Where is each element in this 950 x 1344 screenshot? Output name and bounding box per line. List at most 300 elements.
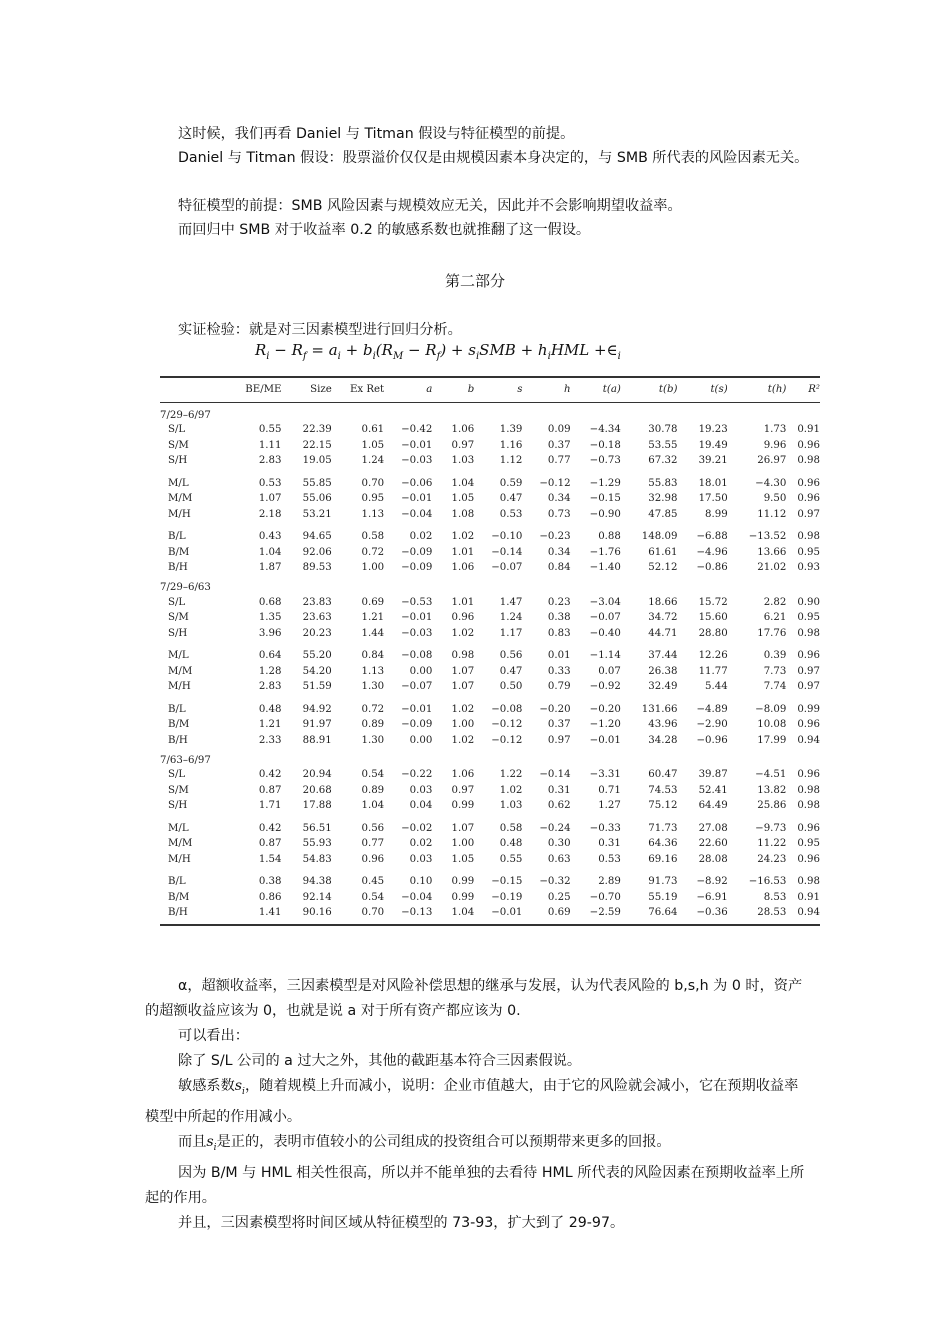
table-cell: 0.23 <box>547 596 571 608</box>
table-cell: −0.08 <box>491 703 523 715</box>
table-cell: 1.24 <box>361 455 385 467</box>
portfolio-label: M/H <box>168 853 191 865</box>
table-cell: 0.02 <box>409 838 433 850</box>
table-cell: 23.63 <box>302 612 332 624</box>
portfolio-label: B/L <box>168 876 186 888</box>
table-cell: 12.26 <box>698 650 728 662</box>
table-cell: 0.25 <box>547 891 571 903</box>
table-cell: 43.96 <box>648 719 678 731</box>
table-row <box>160 560 820 576</box>
table-cell: 0.98 <box>797 876 820 888</box>
table-cell: −0.20 <box>539 703 571 715</box>
table-cell: 20.23 <box>302 627 332 639</box>
table-cell: −4.96 <box>696 546 728 558</box>
table-cell: −8.92 <box>696 876 728 888</box>
table-row <box>160 595 820 611</box>
table-cell: −0.86 <box>696 562 728 574</box>
table-row <box>160 733 820 749</box>
table-cell: 0.53 <box>598 853 621 865</box>
table-row <box>160 767 820 783</box>
table-cell: 0.61 <box>361 424 385 436</box>
table-cell: 94.92 <box>302 703 332 715</box>
table-cell: 0.99 <box>451 800 475 812</box>
table-header: Ex Ret <box>332 377 384 403</box>
portfolio-label: M/L <box>168 650 189 662</box>
table-cell: 2.82 <box>763 596 787 608</box>
table-cell: 1.17 <box>499 627 523 639</box>
note-intercept: 除了 S/L 公司的 a 过大之外，其他的截距基本符合三因素假说。 <box>178 1053 582 1069</box>
table-cell: 17.88 <box>302 800 332 812</box>
table-cell: 1.30 <box>361 734 385 746</box>
table-cell: 20.68 <box>302 784 332 796</box>
table-cell: −0.03 <box>401 455 433 467</box>
table-cell: 1.03 <box>499 800 523 812</box>
table-cell: 13.82 <box>757 784 787 796</box>
table-cell: −0.42 <box>401 424 433 436</box>
table-cell: 22.15 <box>302 439 332 451</box>
portfolio-label: M/H <box>168 681 191 693</box>
table-cell: 0.95 <box>361 493 385 505</box>
table-cell: 0.83 <box>547 627 571 639</box>
table-cell: 0.71 <box>598 784 621 796</box>
table-cell: −0.01 <box>474 905 522 925</box>
table-cell: 34.28 <box>648 734 678 746</box>
table-cell: 0.30 <box>547 838 571 850</box>
table-cell: 1.54 <box>258 853 282 865</box>
table-cell: −3.04 <box>589 596 621 608</box>
table-cell: 0.91 <box>797 424 820 436</box>
table-cell: 19.49 <box>698 439 728 451</box>
table-cell: −0.01 <box>401 612 433 624</box>
table-cell: 28.53 <box>728 905 787 925</box>
table-cell: 0.31 <box>547 784 571 796</box>
table-cell: −1.76 <box>589 546 621 558</box>
table-row <box>160 783 820 799</box>
note-sensitivity-pre: 敏感系数 <box>178 1078 235 1094</box>
table-cell: 0.96 <box>797 493 820 505</box>
table-cell: −6.91 <box>696 891 728 903</box>
table-cell: 0.55 <box>499 853 523 865</box>
table-cell: 131.66 <box>641 703 678 715</box>
table-cell: 0.99 <box>451 891 475 903</box>
table-cell: 0.95 <box>797 612 820 624</box>
table-cell: 0.96 <box>797 477 820 489</box>
table-cell: 17.99 <box>757 734 787 746</box>
table-cell: 11.77 <box>698 665 728 677</box>
table-cell: 0.37 <box>547 439 571 451</box>
table-cell: −0.14 <box>539 769 571 781</box>
table-cell: 0.96 <box>797 439 820 451</box>
table-cell: 0.38 <box>258 876 282 888</box>
table-cell: 1.16 <box>499 439 523 451</box>
table-cell: 52.12 <box>648 562 678 574</box>
table-cell: 18.01 <box>698 477 728 489</box>
table-header: s <box>474 377 522 403</box>
portfolio-label: B/M <box>168 719 190 731</box>
table-cell: 0.96 <box>451 612 475 624</box>
note-sensitivity-post: ，随着规模上升而减小，说明：企业市值越大，由于它的风险就会减小，它在预期收益率模型中所起的作用减小。 <box>145 1078 799 1125</box>
table-cell: 2.83 <box>258 681 282 693</box>
portfolio-label: S/L <box>168 596 186 608</box>
table-cell: 22.60 <box>698 838 728 850</box>
table-cell: 1.21 <box>361 612 385 624</box>
table-cell: −0.09 <box>401 546 433 558</box>
table-cell: 1.21 <box>258 719 282 731</box>
table-cell: 0.72 <box>361 703 385 715</box>
note-alpha: α，超额收益率，三因素模型是对风险补偿思想的继承与发展，认为代表风险的 b,s,h 为 0 时，资产的超额收益应该为 0，也就是说 a 对于所有资产都应该为 0. <box>145 978 803 1019</box>
note-hml: 因为 B/M 与 HML 相关性很高，所以并不能单独的去看待 HML 所代表的风险因素在预期收益率上所起的作用。 <box>145 1164 805 1206</box>
portfolio-label: B/L <box>168 531 186 543</box>
table-cell: 0.59 <box>499 477 523 489</box>
empirical-intro: 实证检验：就是对三因素模型进行回归分析。 <box>178 322 462 338</box>
table-cell: −0.09 <box>401 562 433 574</box>
table-cell: 1.11 <box>258 439 282 451</box>
table-cell: 51.59 <box>302 681 332 693</box>
table-cell: 55.85 <box>302 477 332 489</box>
table-cell: −0.70 <box>589 891 621 903</box>
table-cell: 0.99 <box>797 703 820 715</box>
group-spacer <box>160 814 820 821</box>
table-cell: 0.84 <box>547 562 571 574</box>
table-cell: 0.02 <box>409 531 433 543</box>
table-cell: 0.63 <box>547 853 571 865</box>
table-row <box>160 626 820 642</box>
table-cell: −1.20 <box>589 719 621 731</box>
table-cell: 1.04 <box>451 477 475 489</box>
table-cell: 0.98 <box>797 531 820 543</box>
table-cell: 22.39 <box>302 424 332 436</box>
table-cell: 0.39 <box>763 650 787 662</box>
table-cell: −1.29 <box>589 477 621 489</box>
table-cell: 0.96 <box>797 822 820 834</box>
table-cell: 0.96 <box>797 853 820 865</box>
table-cell: 0.95 <box>797 838 820 850</box>
portfolio-label: S/H <box>168 455 188 467</box>
table-cell: 61.61 <box>648 546 678 558</box>
intro-paragraph-1: 这时候，我们再看 Daniel 与 Titman 假设与特征模型的前提。 <box>178 126 575 142</box>
table-header: h <box>522 377 570 403</box>
table-cell: 0.62 <box>547 800 571 812</box>
table-cell: 0.96 <box>797 719 820 731</box>
table-cell: −0.23 <box>539 531 571 543</box>
table-cell: 15.72 <box>698 596 728 608</box>
table-cell: −0.53 <box>401 596 433 608</box>
table-cell: 0.96 <box>361 853 385 865</box>
table-cell: 52.41 <box>698 784 728 796</box>
table-cell: 1.06 <box>451 562 475 574</box>
portfolio-label: B/L <box>168 703 186 715</box>
table-cell: 1.04 <box>361 800 385 812</box>
table-cell: 90.16 <box>282 905 332 925</box>
table-cell: 0.98 <box>797 455 820 467</box>
table-cell: 15.60 <box>698 612 728 624</box>
table-row <box>160 529 820 545</box>
table-cell: 1.08 <box>451 508 475 520</box>
table-cell: 0.97 <box>547 734 571 746</box>
table-row <box>160 852 820 868</box>
table-cell: 10.08 <box>757 719 787 731</box>
table-cell: 0.45 <box>361 876 385 888</box>
table-cell: 0.03 <box>409 784 433 796</box>
regression-table-wrap <box>160 376 820 926</box>
table-cell: 0.53 <box>258 477 282 489</box>
table-cell: 0.88 <box>598 531 621 543</box>
table-cell: −0.08 <box>401 650 433 662</box>
table-row <box>160 476 820 492</box>
table-cell: 0.10 <box>409 876 433 888</box>
table-cell: 1.30 <box>361 681 385 693</box>
table-cell: 1.41 <box>225 905 282 925</box>
table-cell: 55.83 <box>648 477 678 489</box>
table-cell: 1.00 <box>451 719 475 731</box>
table-cell: 0.07 <box>598 665 621 677</box>
table-cell: −0.12 <box>539 477 571 489</box>
table-cell: 39.87 <box>698 769 728 781</box>
table-cell: 54.83 <box>302 853 332 865</box>
table-cell: 0.33 <box>547 665 571 677</box>
table-header: Size <box>282 377 332 403</box>
table-cell: 0.94 <box>786 905 820 925</box>
table-cell: −0.15 <box>491 876 523 888</box>
table-cell: 0.73 <box>547 508 571 520</box>
table-cell: 0.87 <box>258 784 282 796</box>
table-cell: 17.50 <box>698 493 728 505</box>
table-row <box>160 610 820 626</box>
note-observe: 可以看出： <box>178 1028 249 1044</box>
table-cell: 89.53 <box>302 562 332 574</box>
table-cell: −0.10 <box>491 531 523 543</box>
table-body <box>160 403 820 925</box>
table-cell: 0.70 <box>332 905 384 925</box>
table-cell: −0.22 <box>401 769 433 781</box>
table-cell: 1.39 <box>499 424 523 436</box>
table-cell: −1.14 <box>589 650 621 662</box>
table-cell: 0.50 <box>499 681 523 693</box>
table-cell: 0.01 <box>547 650 571 662</box>
table-cell: −0.96 <box>696 734 728 746</box>
table-cell: 91.97 <box>302 719 332 731</box>
table-cell: 0.97 <box>451 439 475 451</box>
table-cell: −0.24 <box>539 822 571 834</box>
table-header <box>160 377 225 403</box>
notes-section <box>145 974 810 1236</box>
table-cell: −0.07 <box>491 562 523 574</box>
table-cell: 0.96 <box>797 769 820 781</box>
table-cell: 0.69 <box>522 905 570 925</box>
table-cell: 0.97 <box>451 784 475 796</box>
table-cell: −0.90 <box>589 508 621 520</box>
table-cell: 8.53 <box>763 891 787 903</box>
table-cell: −6.88 <box>696 531 728 543</box>
table-cell: −0.06 <box>401 477 433 489</box>
table-row <box>160 717 820 733</box>
table-cell: −0.32 <box>539 876 571 888</box>
table-cell: 39.21 <box>698 455 728 467</box>
table-cell: −4.89 <box>696 703 728 715</box>
period-row <box>160 403 820 423</box>
table-header: t(s) <box>677 377 727 403</box>
table-header: R² <box>786 377 820 403</box>
table-cell: 71.73 <box>648 822 678 834</box>
table-cell: 19.23 <box>698 424 728 436</box>
portfolio-label: S/H <box>168 627 188 639</box>
table-cell: 94.65 <box>302 531 332 543</box>
table-cell: 1.07 <box>451 822 475 834</box>
portfolio-label: S/M <box>168 784 189 796</box>
table-cell: 0.54 <box>361 769 385 781</box>
table-cell: 0.91 <box>797 891 820 903</box>
table-cell: 37.44 <box>648 650 678 662</box>
table-row <box>160 874 820 890</box>
table-cell: 26.38 <box>648 665 678 677</box>
portfolio-label: S/L <box>168 769 186 781</box>
regression-formula: $R_i - R_f = a_i + b_i(R_M - R_f) + s_iSMB + h_iHML$ $+\in_i$ <box>255 341 621 362</box>
group-spacer <box>160 469 820 476</box>
table-cell: 53.55 <box>648 439 678 451</box>
portfolio-label: S/H <box>168 800 188 812</box>
table-cell: −0.09 <box>401 719 433 731</box>
table-cell: −2.90 <box>696 719 728 731</box>
table-row <box>160 798 820 814</box>
table-cell: 34.72 <box>648 612 678 624</box>
table-cell: 1.02 <box>451 531 475 543</box>
table-cell: 0.97 <box>797 681 820 693</box>
period-label: 7/29–6/63 <box>160 582 211 593</box>
table-cell: 64.49 <box>698 800 728 812</box>
table-cell: 0.68 <box>258 596 282 608</box>
note-sensitivity <box>145 1074 810 1130</box>
table-cell: 0.98 <box>797 627 820 639</box>
s-i-symbol: $s_i$ <box>234 1078 245 1097</box>
table-header: t(a) <box>571 377 621 403</box>
table-cell: −0.12 <box>491 719 523 731</box>
period-label: 7/63–6/97 <box>160 754 211 766</box>
intro-paragraph-2: Daniel 与 Titman 假设：股票溢价仅仅是由规模因素本身决定的，与 SMB 所代表的风险因素无关。 <box>178 150 809 166</box>
table-header: t(b) <box>621 377 678 403</box>
table-cell: 1.44 <box>361 627 385 639</box>
table-cell: 1.07 <box>258 493 282 505</box>
table-cell: −3.31 <box>589 769 621 781</box>
table-row <box>160 422 820 438</box>
table-cell: 0.77 <box>361 838 385 850</box>
table-cell: 0.00 <box>409 734 433 746</box>
table-cell: 0.58 <box>499 822 523 834</box>
table-cell: −0.14 <box>491 546 523 558</box>
table-row <box>160 545 820 561</box>
portfolio-label: S/M <box>168 612 189 624</box>
table-cell: 2.89 <box>598 876 621 888</box>
table-cell: 60.47 <box>648 769 678 781</box>
table-cell: 1.00 <box>451 838 475 850</box>
table-cell: 0.99 <box>451 876 475 888</box>
table-cell: 1.02 <box>451 734 475 746</box>
period-row <box>160 576 820 595</box>
table-cell: 8.99 <box>705 508 728 520</box>
table-cell: −0.07 <box>401 681 433 693</box>
table-cell: 18.66 <box>648 596 678 608</box>
table-cell: 75.12 <box>648 800 678 812</box>
table-cell: 1.28 <box>258 665 282 677</box>
group-spacer <box>160 867 820 874</box>
table-cell: 6.21 <box>763 612 787 624</box>
table-cell: 9.50 <box>763 493 787 505</box>
portfolio-label: M/M <box>168 493 193 505</box>
table-cell: 1.13 <box>361 665 385 677</box>
table-cell: 0.70 <box>361 477 385 489</box>
portfolio-label: M/M <box>168 665 193 677</box>
table-cell: −8.09 <box>755 703 787 715</box>
table-cell: 24.23 <box>757 853 787 865</box>
table-cell: 0.56 <box>499 650 523 662</box>
table-cell: 0.47 <box>499 665 523 677</box>
table-cell: 0.64 <box>258 650 282 662</box>
table-cell: 0.98 <box>451 650 475 662</box>
table-cell: −0.07 <box>589 612 621 624</box>
table-cell: 28.08 <box>698 853 728 865</box>
table-cell: 0.54 <box>361 891 385 903</box>
table-cell: −0.04 <box>401 891 433 903</box>
table-cell: 0.03 <box>409 853 433 865</box>
table-cell: 1.87 <box>258 562 282 574</box>
table-cell: −0.92 <box>589 681 621 693</box>
portfolio-label: B/H <box>168 562 188 574</box>
table-cell: 32.98 <box>648 493 678 505</box>
table-cell: 0.47 <box>499 493 523 505</box>
table-cell: 0.42 <box>258 769 282 781</box>
table-row <box>160 821 820 837</box>
table-cell: 53.21 <box>302 508 332 520</box>
table-cell: 32.49 <box>648 681 678 693</box>
table-cell: 28.80 <box>698 627 728 639</box>
table-cell: 0.48 <box>258 703 282 715</box>
table-cell: −0.18 <box>589 439 621 451</box>
table-cell: 1.01 <box>451 596 475 608</box>
table-cell: 44.71 <box>648 627 678 639</box>
intro-paragraph-3: 特征模型的前提：SMB 风险因素与规模效应无关，因此并不会影响期望收益率。 <box>178 198 682 214</box>
table-cell: 92.14 <box>302 891 332 903</box>
table-cell: 0.38 <box>547 612 571 624</box>
table-cell: −0.12 <box>491 734 523 746</box>
table-cell: 94.38 <box>302 876 332 888</box>
table-cell: 7.73 <box>763 665 787 677</box>
table-cell: 1.73 <box>763 424 787 436</box>
table-cell: 1.03 <box>451 455 475 467</box>
table-cell: −9.73 <box>755 822 787 834</box>
table-cell: 69.16 <box>648 853 678 865</box>
table-cell: 17.76 <box>757 627 787 639</box>
table-cell: 1.07 <box>451 665 475 677</box>
table-cell: 0.97 <box>797 508 820 520</box>
table-cell: 76.64 <box>621 905 678 925</box>
table-cell: 91.73 <box>648 876 678 888</box>
table-cell: 1.07 <box>451 681 475 693</box>
table-cell: 92.06 <box>302 546 332 558</box>
table-cell: 0.89 <box>361 719 385 731</box>
table-cell: −0.15 <box>589 493 621 505</box>
table-cell: −0.01 <box>589 734 621 746</box>
portfolio-label: B/H <box>168 734 188 746</box>
table-cell: 0.96 <box>797 650 820 662</box>
table-cell: −0.01 <box>401 703 433 715</box>
table-cell: 30.78 <box>648 424 678 436</box>
table-cell: 55.93 <box>302 838 332 850</box>
table-cell: 0.58 <box>361 531 385 543</box>
table-cell: −4.34 <box>589 424 621 436</box>
table-cell: −0.02 <box>401 822 433 834</box>
table-cell: 0.86 <box>258 891 282 903</box>
note-positive-pre: 而且 <box>178 1133 207 1150</box>
section-title: 第二部分 <box>444 272 505 290</box>
